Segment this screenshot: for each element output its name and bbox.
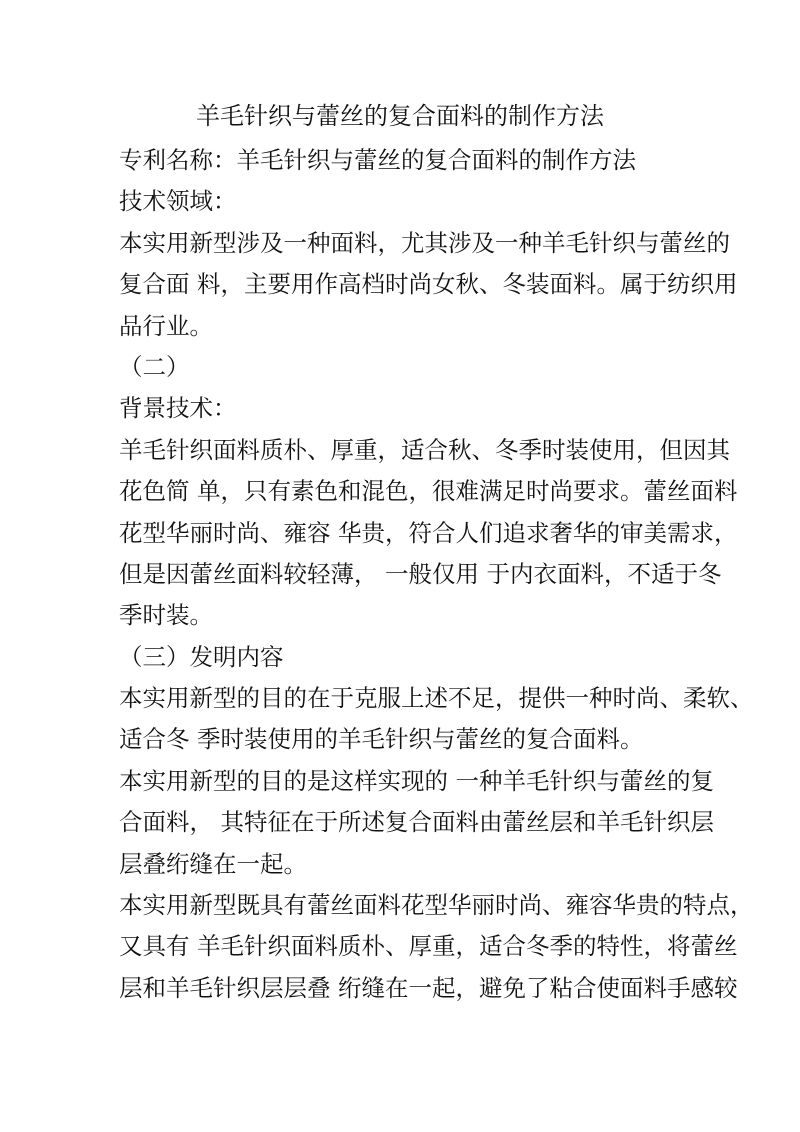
text-line: 背景技术：	[119, 394, 237, 423]
text-line: 花色简 单，只有素色和混色，很难满足时尚要求。蕾丝面料	[119, 477, 738, 506]
text-line: 本实用新型涉及一种面料，尤其涉及一种羊毛针织与蕾丝的	[119, 228, 730, 257]
text-line: 本实用新型的目的在于克服上述不足，提供一种时尚、柔软、	[119, 684, 754, 713]
text-line: 羊毛针织面料质朴、厚重，适合秋、冬季时装使用，但因其	[119, 435, 730, 464]
text-line: （三）发明内容	[119, 642, 284, 671]
text-line: 技术领域：	[119, 187, 237, 216]
text-line: 适合冬 季时装使用的羊毛针织与蕾丝的复合面料。	[119, 725, 644, 754]
text-line: 本实用新型既具有蕾丝面料花型华丽时尚、雍容华贵的特点，	[119, 891, 754, 920]
document-body	[119, 140, 754, 1009]
text-line: 季时装。	[119, 601, 213, 630]
text-line: 复合面 料，主要用作高档时尚女秋、冬装面料。属于纺织用	[119, 270, 738, 299]
text-line: 但是因蕾丝面料较轻薄， 一般仅用 于内衣面料，不适于冬	[119, 559, 722, 588]
text-line: 又具有 羊毛针织面料质朴、厚重，适合冬季的特性，将蕾丝	[119, 932, 738, 961]
text-line: 品行业。	[119, 311, 213, 340]
text-line: 层叠绗缝在一起。	[119, 849, 307, 878]
text-line: 合面料， 其特征在于所述复合面料由蕾丝层和羊毛针织层	[119, 808, 714, 837]
text-line: 层和羊毛针织层层叠 绗缝在一起，避免了粘合使面料手感较	[119, 973, 738, 1002]
text-line: 本实用新型的目的是这样实现的 一种羊毛针织与蕾丝的复	[119, 766, 714, 795]
text-line: 花型华丽时尚、雍容 华贵，符合人们追求奢华的审美需求，	[119, 518, 738, 547]
text-line: （二）	[119, 352, 190, 381]
text-line: 专利名称：羊毛针织与蕾丝的复合面料的制作方法	[119, 146, 636, 174]
document-title: 羊毛针织与蕾丝的复合面料的制作方法	[196, 102, 604, 130]
